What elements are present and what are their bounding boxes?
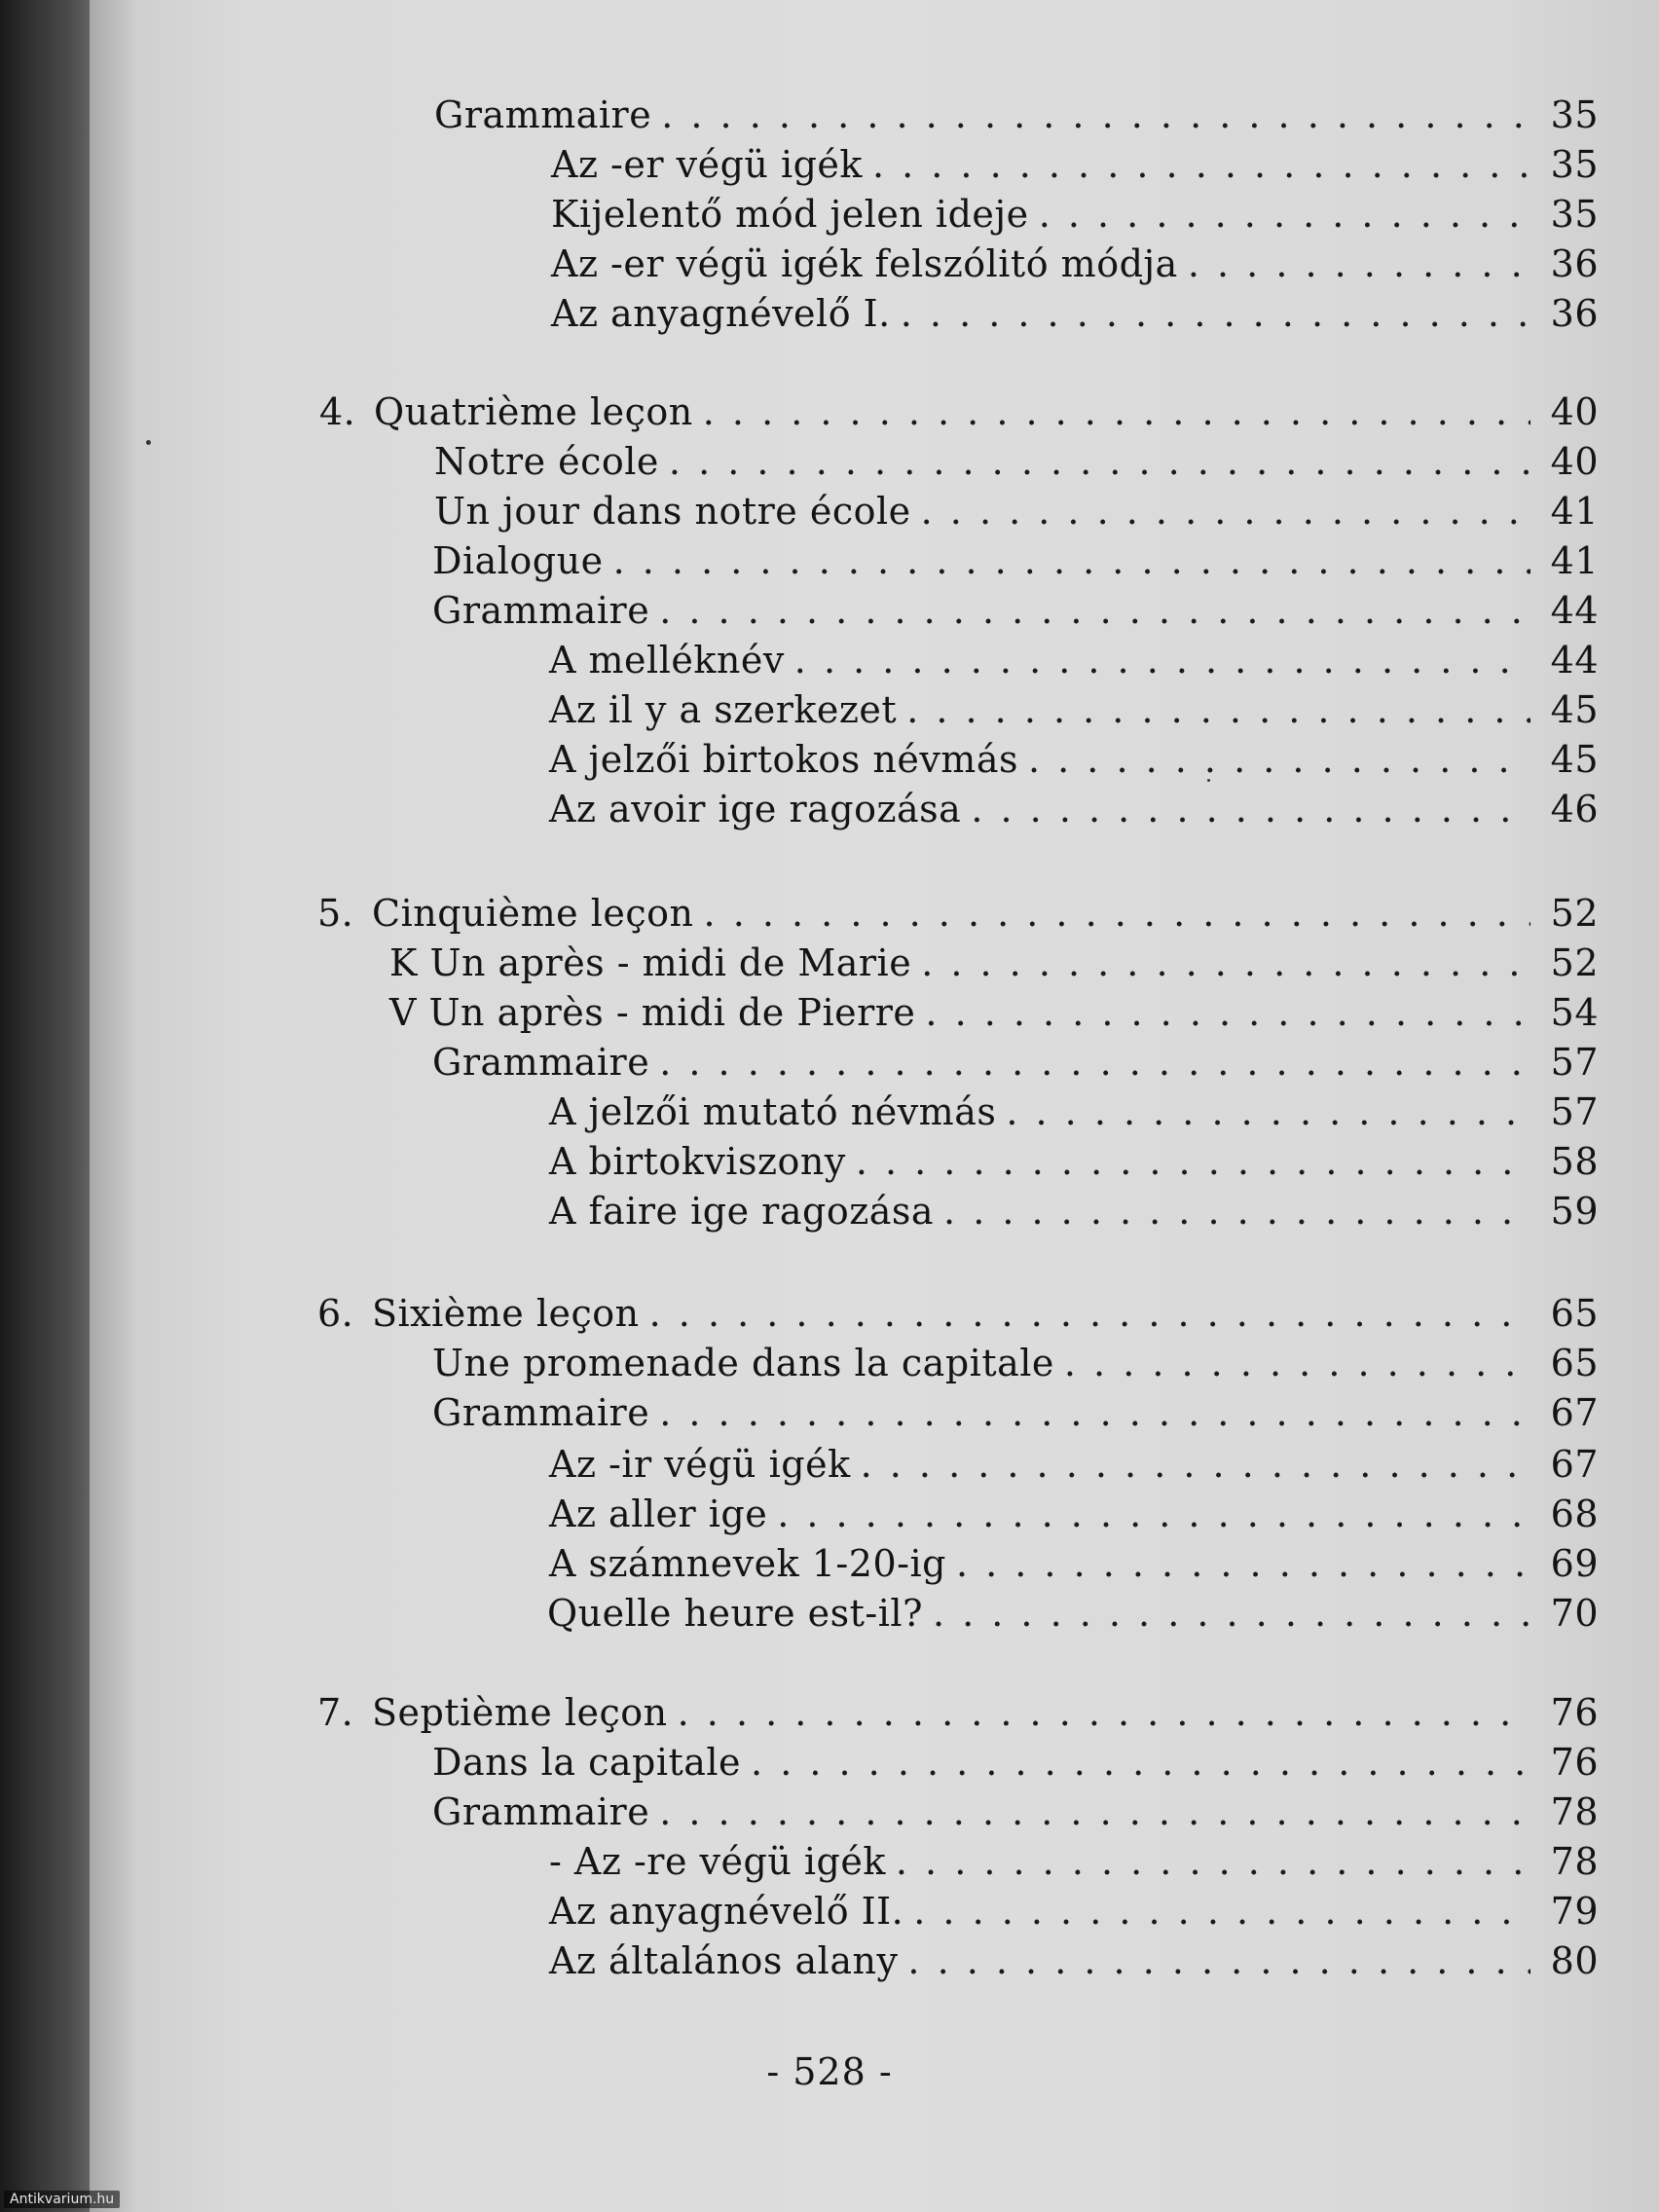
toc-entry-page: 80 (1550, 1939, 1599, 1982)
toc-entry-title: Quelle heure est-il? (547, 1592, 923, 1635)
toc-entry-title: Az -ir végü igék (549, 1443, 851, 1486)
toc-chapter-number: 6. (317, 1292, 354, 1335)
dot-leader (956, 1538, 1530, 1589)
toc-entry-title: Grammaire (432, 1790, 650, 1833)
toc-entry-page: 79 (1550, 1890, 1599, 1933)
toc-entry-page: 52 (1550, 892, 1599, 935)
toc-entry-title: Grammaire (432, 589, 650, 632)
dot-leader (649, 1288, 1530, 1339)
toc-entry-page: 67 (1550, 1391, 1599, 1434)
toc-entry-page: 78 (1550, 1840, 1599, 1883)
toc-entry-page: 65 (1550, 1292, 1599, 1335)
dot-leader (659, 1787, 1530, 1837)
toc-entry-title: Notre école (434, 440, 659, 483)
dot-leader (678, 1687, 1530, 1738)
toc-entry-page: 45 (1550, 688, 1599, 731)
toc-entry-title: A birtokviszony (549, 1140, 846, 1183)
toc-entry-page: 46 (1550, 788, 1599, 830)
toc-entry-page: 44 (1550, 639, 1599, 682)
dot-leader (971, 784, 1530, 834)
toc-entry-page: 76 (1550, 1691, 1599, 1734)
toc-chapter-number: 5. (317, 892, 354, 935)
toc-entry (551, 139, 1599, 190)
page-number-footer: - 528 - (766, 2050, 893, 2093)
toc-entry-page: 52 (1550, 941, 1599, 984)
toc-entry-page: 70 (1550, 1592, 1599, 1635)
dot-leader (1188, 239, 1530, 289)
toc-entry-page: 35 (1550, 193, 1599, 236)
toc-entry-title: K Un après - midi de Marie (389, 941, 912, 984)
toc-entry (549, 784, 1599, 834)
toc-entry-title: A jelzői mutató névmás (549, 1090, 997, 1133)
toc-entry (432, 585, 1599, 636)
toc-entry (549, 684, 1599, 735)
dot-leader (906, 684, 1530, 735)
toc-entry-page: 67 (1550, 1443, 1599, 1486)
dot-leader (669, 436, 1530, 487)
dot-leader (661, 90, 1530, 140)
toc-entry (434, 90, 1599, 140)
dot-leader (794, 635, 1530, 685)
toc-entry-page: 41 (1550, 490, 1599, 533)
toc-entry-title: Az avoir ige ragozása (549, 788, 962, 830)
toc-entry (432, 1787, 1599, 1837)
dot-leader (913, 1886, 1530, 1936)
toc-entry-title: Az -er végü igék (551, 143, 863, 186)
toc-entry (549, 1538, 1599, 1589)
toc-entry (549, 635, 1599, 685)
toc-entry-page: 57 (1550, 1090, 1599, 1133)
toc-entry-page: 59 (1550, 1190, 1599, 1233)
dot-leader (703, 387, 1530, 437)
toc-entry-title: Grammaire (434, 93, 652, 136)
toc-entry-page: 68 (1550, 1493, 1599, 1535)
toc-entry-title: Az általános alany (549, 1939, 899, 1982)
toc-chapter-number: 4. (319, 390, 356, 433)
toc-entry (549, 1936, 1599, 1986)
toc-entry-page: 54 (1550, 991, 1599, 1034)
dot-leader (659, 1387, 1530, 1438)
toc-entry-title: A számnevek 1-20-ig (549, 1542, 946, 1585)
dot-leader (907, 1936, 1530, 1986)
dot-leader (1039, 189, 1530, 240)
toc-entry (434, 486, 1599, 536)
toc-entry-title: A faire ige ragozása (549, 1190, 935, 1233)
toc-entry-page: 35 (1550, 143, 1599, 186)
dot-leader (921, 938, 1530, 988)
toc-entry-title: Quatrième leçon (374, 390, 693, 433)
dot-leader (896, 1836, 1530, 1887)
toc-entry-title: Az anyagnévelő I. (551, 292, 891, 335)
dot-leader (659, 1037, 1530, 1088)
toc-entry-title: Grammaire (432, 1041, 650, 1084)
watermark-logo: Antikvarium.hu (4, 2191, 120, 2208)
toc-entry (549, 1489, 1599, 1539)
dot-leader (933, 1588, 1530, 1639)
toc-entry-title: Az aller ige (549, 1493, 768, 1535)
toc-entry-page: 41 (1550, 539, 1599, 582)
dot-leader (751, 1737, 1530, 1788)
toc-entry-page: 76 (1550, 1741, 1599, 1784)
toc-entry (549, 1439, 1599, 1490)
toc-entry-page: 35 (1550, 93, 1599, 136)
dot-leader (921, 486, 1530, 536)
dot-leader (943, 1186, 1530, 1236)
toc-entry-title: Az il y a szerkezet (549, 688, 898, 731)
toc-entry-page: 78 (1550, 1790, 1599, 1833)
toc-entry-page: 44 (1550, 589, 1599, 632)
toc-entry-title: A melléknév (549, 639, 785, 682)
toc-entry-page: 57 (1550, 1041, 1599, 1084)
toc-chapter-entry (319, 387, 1599, 437)
dot-leader (925, 987, 1530, 1038)
toc-entry (389, 987, 1599, 1038)
paper-speck (1207, 779, 1210, 782)
dot-leader (659, 585, 1530, 636)
toc-entry (432, 1338, 1599, 1388)
toc-entry-title: Sixième leçon (372, 1292, 640, 1335)
toc-entry-title: A jelzői birtokos névmás (549, 738, 1018, 781)
toc-entry (432, 1737, 1599, 1788)
toc-entry (549, 1836, 1599, 1887)
toc-entry (432, 535, 1599, 586)
toc-entry (549, 734, 1599, 785)
dot-leader (613, 535, 1530, 586)
toc-entry-title: Une promenade dans la capitale (432, 1342, 1054, 1384)
toc-entry-title: Kijelentő mód jelen ideje (551, 193, 1029, 236)
toc-entry (551, 239, 1599, 289)
toc-entry-page: 36 (1550, 292, 1599, 335)
toc-entry-title: Dialogue (432, 539, 604, 582)
toc-entry-page: 36 (1550, 242, 1599, 285)
toc-entry (551, 288, 1599, 339)
dot-leader (704, 888, 1530, 939)
dot-leader (1006, 1087, 1530, 1137)
toc-entry (432, 1037, 1599, 1088)
toc-chapter-entry (317, 1687, 1599, 1738)
toc-entry (547, 1588, 1599, 1639)
toc-entry-title: Cinquième leçon (372, 892, 694, 935)
dot-leader (1064, 1338, 1530, 1388)
dot-leader (872, 139, 1530, 190)
toc-entry (549, 1186, 1599, 1236)
paper-speck (146, 440, 151, 445)
toc-entry (389, 938, 1599, 988)
toc-entry-page: 69 (1550, 1542, 1599, 1585)
toc-chapter-entry (317, 888, 1599, 939)
toc-entry-title: Dans la capitale (432, 1741, 742, 1784)
toc-entry (434, 436, 1599, 487)
toc-entry-title: Grammaire (432, 1391, 650, 1434)
toc-entry-page: 40 (1550, 440, 1599, 483)
toc-entry-page: 65 (1550, 1342, 1599, 1384)
toc-chapter-number: 7. (317, 1691, 354, 1734)
toc-entry-page: 45 (1550, 738, 1599, 781)
toc-entry (549, 1136, 1599, 1187)
toc-entry-page: 58 (1550, 1140, 1599, 1183)
dot-leader (856, 1136, 1530, 1187)
toc-chapter-entry (317, 1288, 1599, 1339)
dot-leader (777, 1489, 1530, 1539)
dot-leader (861, 1439, 1530, 1490)
toc-entry-title: Az -er végü igék felszólitó módja (551, 242, 1178, 285)
toc-entry-page: 40 (1550, 390, 1599, 433)
toc-entry-title: - Az -re végü igék (549, 1840, 886, 1883)
toc-entry (549, 1087, 1599, 1137)
toc-entry (551, 189, 1599, 240)
toc-entry (432, 1387, 1599, 1438)
dot-leader (901, 288, 1530, 339)
toc-entry-title: Un jour dans notre école (434, 490, 911, 533)
toc-entry (549, 1886, 1599, 1936)
toc-entry-title: V Un après - midi de Pierre (389, 991, 916, 1034)
toc-entry-title: Az anyagnévelő II. (549, 1890, 904, 1933)
toc-entry-title: Septième leçon (372, 1691, 668, 1734)
dot-leader (1028, 734, 1530, 785)
